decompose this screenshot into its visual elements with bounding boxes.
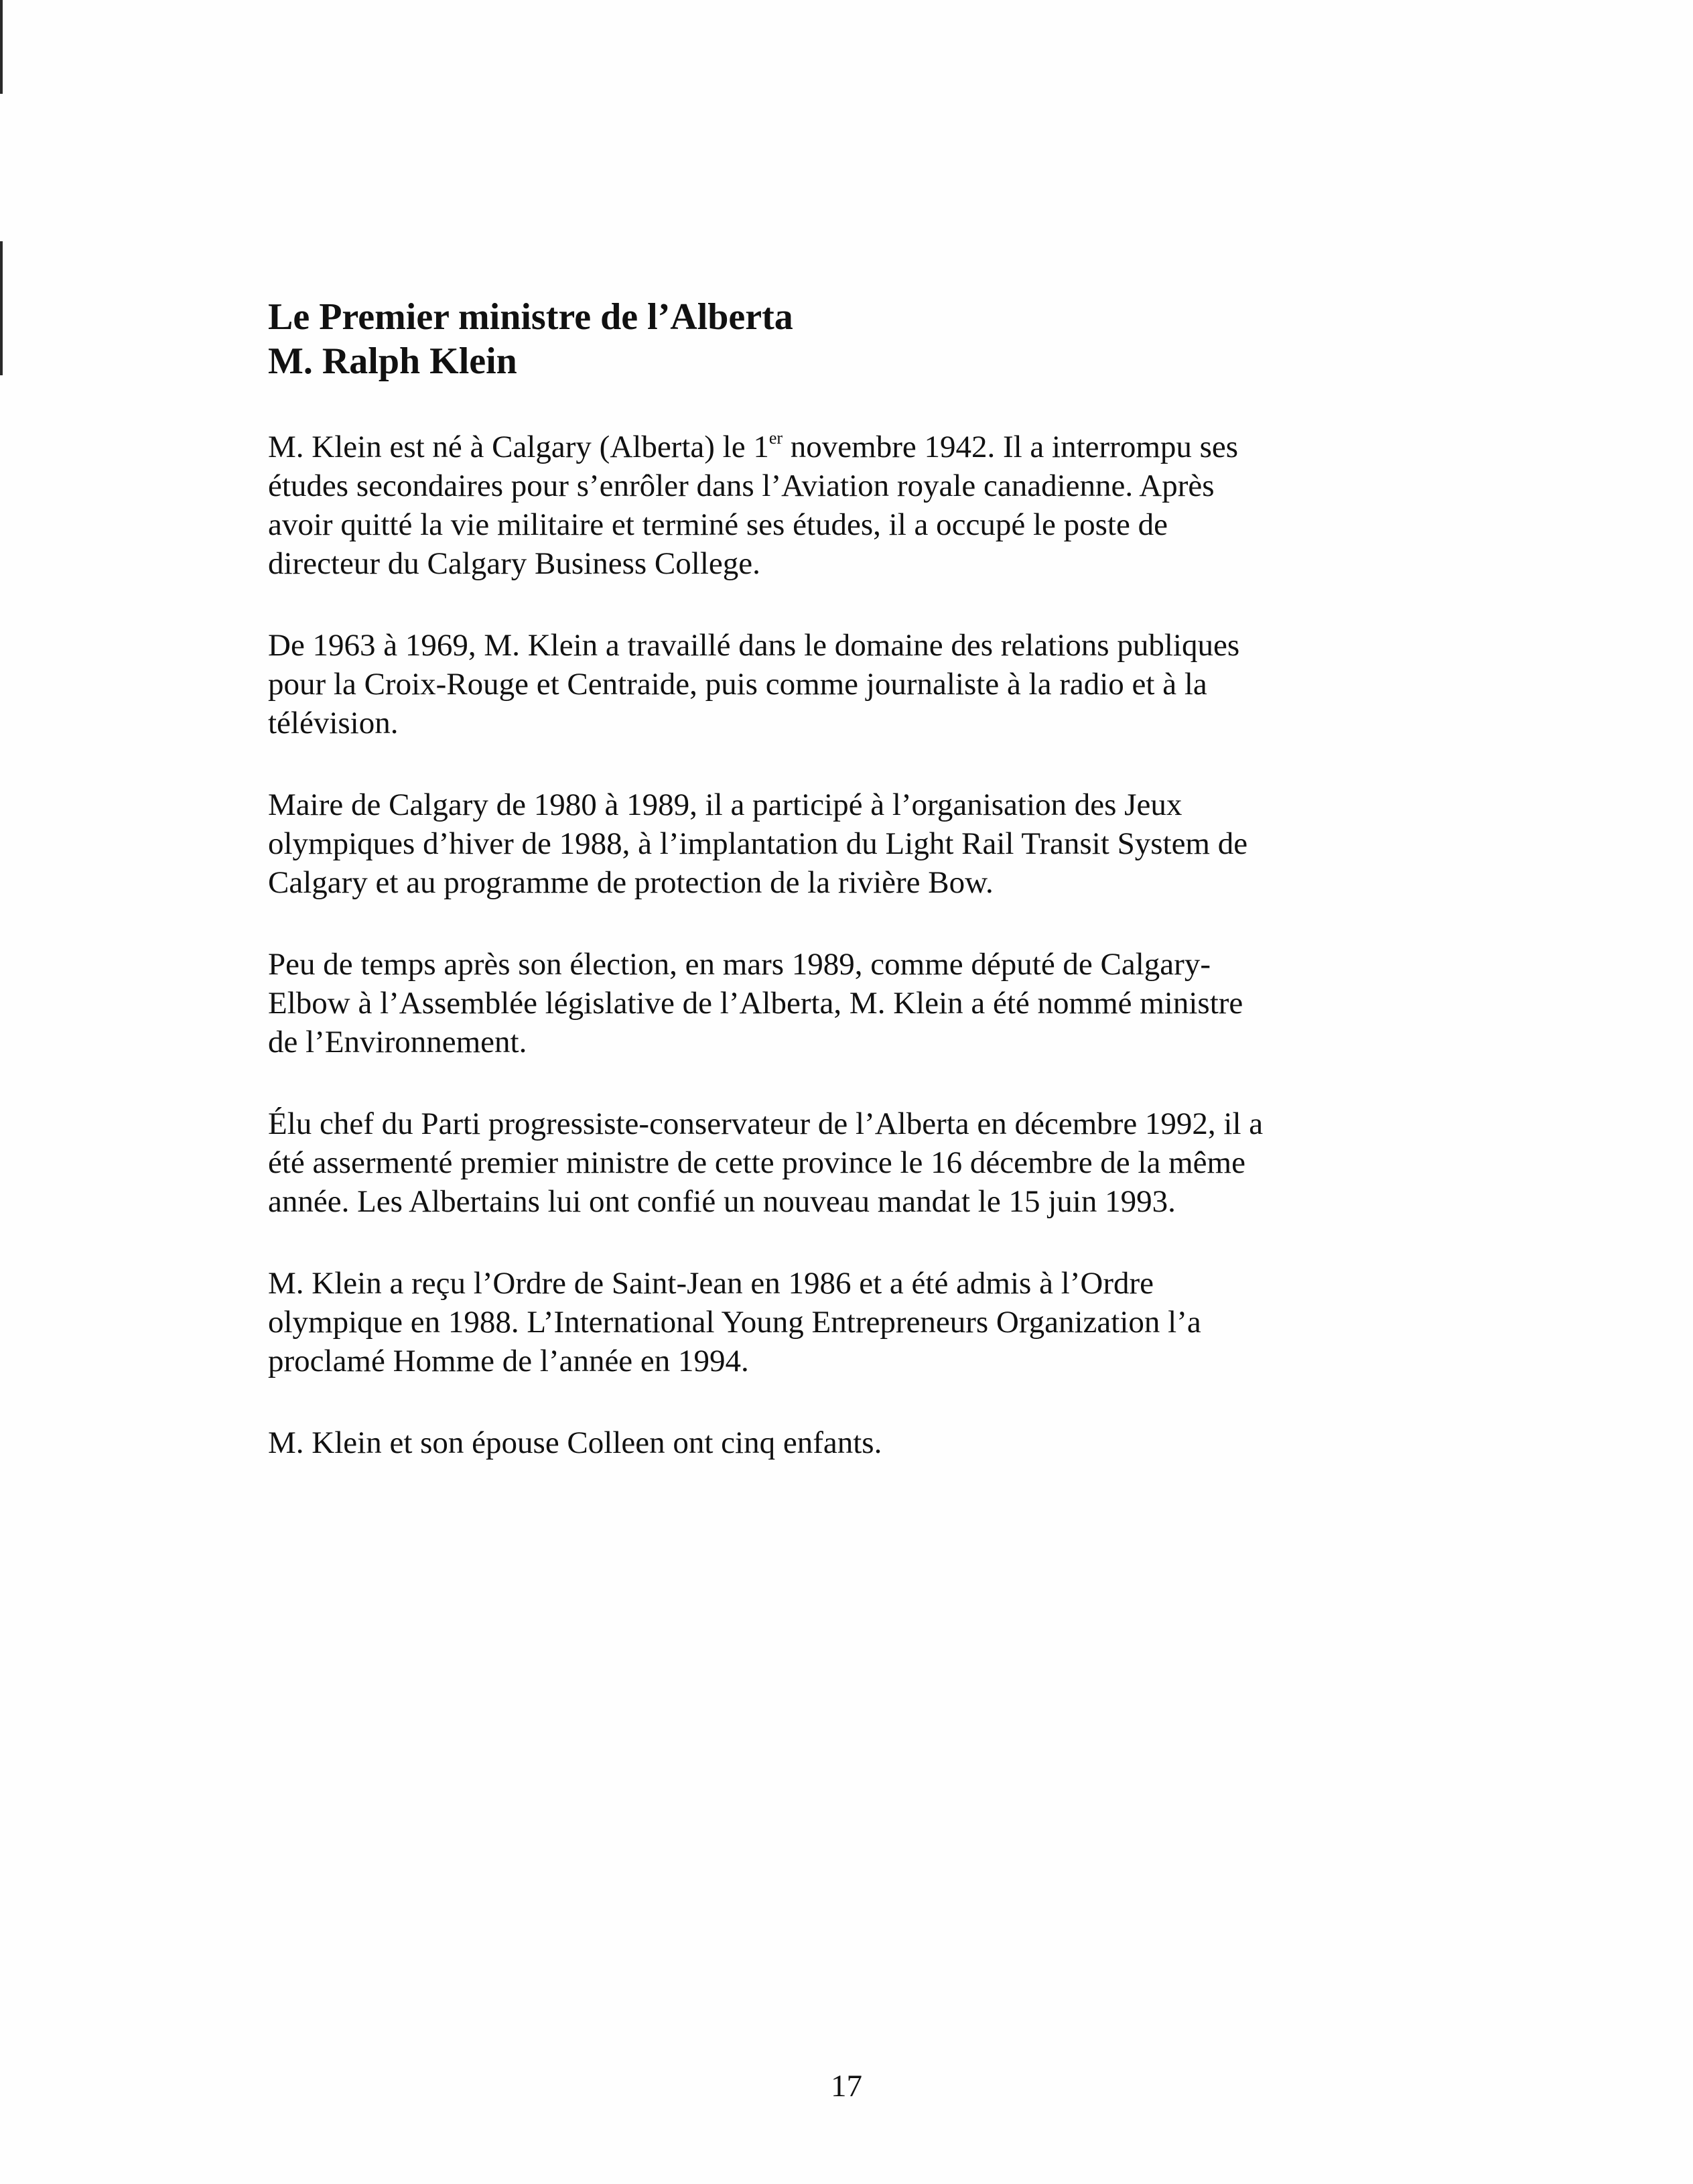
paragraph-6-line-2: olympique en 1988. L’International Young Entrepreneurs Organization l’a bbox=[268, 1305, 1201, 1340]
paragraph-4-line-2: Elbow à l’Assemblée législative de l’Alberta, M. Klein a été nommé ministre bbox=[268, 986, 1243, 1021]
paragraph-5 bbox=[268, 1104, 1407, 1221]
paragraph-5-line-3: année. Les Albertains lui ont confié un nouveau mandat le 15 juin 1993. bbox=[268, 1184, 1176, 1219]
title-line-1: Le Premier ministre de l’Alberta bbox=[268, 296, 793, 338]
paragraph-2-line-2: pour la Croix-Rouge et Centraide, puis comme journaliste à la radio et à la bbox=[268, 667, 1207, 702]
paragraph-5-line-1: Élu chef du Parti progressiste-conservateur de l’Alberta en décembre 1992, il a bbox=[268, 1106, 1264, 1141]
paragraph-2 bbox=[268, 626, 1407, 743]
paragraph-6-line-1: M. Klein a reçu l’Ordre de Saint-Jean en 1986 et a été admis à l’Ordre bbox=[268, 1266, 1154, 1301]
paragraph-7-line-1: M. Klein et son épouse Colleen ont cinq enfants. bbox=[268, 1425, 882, 1460]
paragraph-6-line-3: proclamé Homme de l’année en 1994. bbox=[268, 1344, 749, 1378]
paragraph-2-line-1: De 1963 à 1969, M. Klein a travaillé dans le domaine des relations publiques bbox=[268, 628, 1240, 663]
document-body bbox=[268, 428, 1407, 1462]
paragraph-1-line-1-tail: novembre 1942. Il a interrompu ses bbox=[783, 430, 1239, 464]
scan-edge-mark-middle bbox=[0, 241, 3, 375]
paragraph-3-line-3: Calgary et au programme de protection de la rivière Bow. bbox=[268, 865, 994, 900]
title-line-2: M. Ralph Klein bbox=[268, 340, 517, 382]
paragraph-1-line-1 bbox=[268, 428, 1407, 466]
paragraph-5-line-2: été assermenté premier ministre de cette province le 16 décembre de la même bbox=[268, 1145, 1245, 1180]
paragraph-1-line-4: directeur du Calgary Business College. bbox=[268, 546, 760, 581]
document-content bbox=[268, 295, 1407, 1505]
paragraph-1-line-3: avoir quitté la vie militaire et terminé ses études, il a occupé le poste de bbox=[268, 507, 1168, 542]
paragraph-3-line-1: Maire de Calgary de 1980 à 1989, il a participé à l’organisation des Jeux bbox=[268, 787, 1182, 822]
paragraph-4-line-1: Peu de temps après son élection, en mars 1989, comme député de Calgary- bbox=[268, 947, 1211, 982]
scan-edge-mark-top bbox=[0, 0, 3, 94]
paragraph-4 bbox=[268, 945, 1407, 1062]
page-number: 17 bbox=[831, 2069, 862, 2104]
document-title bbox=[268, 295, 1407, 383]
paragraph-4-line-3: de l’Environnement. bbox=[268, 1025, 527, 1059]
paragraph-2-line-3: télévision. bbox=[268, 706, 399, 741]
paragraph-1 bbox=[268, 428, 1407, 583]
paragraph-1-line-1-text: M. Klein est né à Calgary (Alberta) le 1 bbox=[268, 430, 769, 464]
paragraph-1-line-2: études secondaires pour s’enrôler dans l’Aviation royale canadienne. Après bbox=[268, 468, 1215, 503]
paragraph-3 bbox=[268, 785, 1407, 902]
paragraph-7 bbox=[268, 1423, 1407, 1462]
paragraph-6 bbox=[268, 1264, 1407, 1380]
ordinal-suffix: er bbox=[768, 428, 783, 448]
paragraph-3-line-2: olympiques d’hiver de 1988, à l’implantation du Light Rail Transit System de bbox=[268, 826, 1248, 861]
